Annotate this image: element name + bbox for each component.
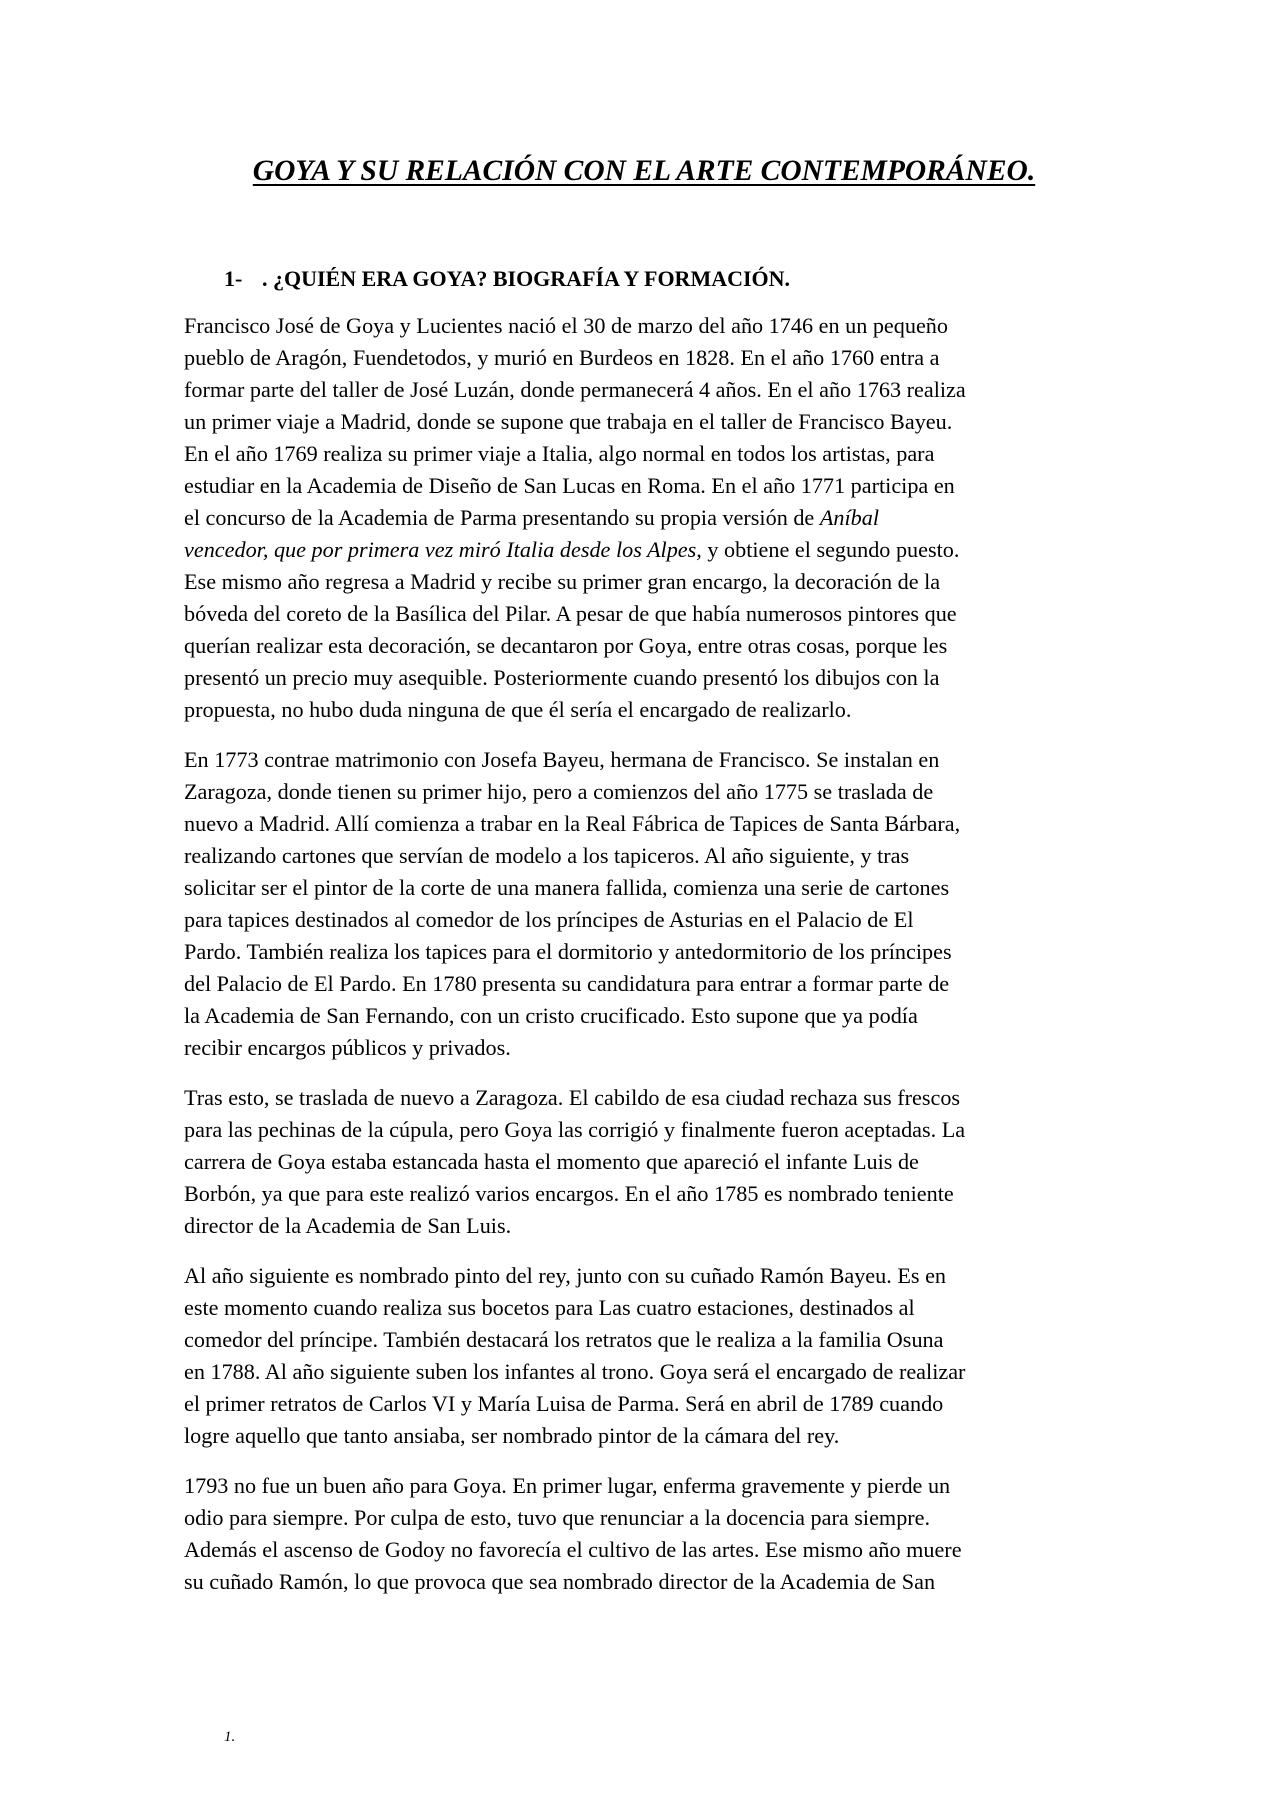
paragraph-4 [184, 1260, 1104, 1452]
text-line: nuevo a Madrid. Allí comienza a trabar en la Real Fábrica de Tapices de Santa Bárbara, [184, 811, 961, 836]
text-line: Borbón, ya que para este realizó varios encargos. En el año 1785 es nombrado teniente [184, 1181, 954, 1206]
text-line: Zaragoza, donde tienen su primer hijo, pero a comienzos del año 1775 se traslada de [184, 779, 934, 804]
text-line [184, 534, 1104, 566]
text-line: Ese mismo año regresa a Madrid y recibe su primer gran encargo, la decoración de la [184, 569, 941, 594]
text-line: logre aquello que tanto ansiaba, ser nombrado pintor de la cámara del rey. [184, 1423, 840, 1448]
text-line: bóveda del coreto de la Basílica del Pilar. A pesar de que había numerosos pintores que [184, 601, 957, 626]
document-title: GOYA Y SU RELACIÓN CON EL ARTE CONTEMPORÁNEO. [252, 155, 1036, 187]
text-line: querían realizar esta decoración, se decantaron por Goya, entre otras cosas, porque les [184, 633, 948, 658]
artwork-title-part-2: vencedor, que por primera vez miró Italia desde los Alpes, [184, 537, 702, 562]
text-line: comedor del príncipe. También destacará los retratos que le realiza a la familia Osuna [184, 1327, 944, 1352]
paragraph-2 [184, 744, 1104, 1064]
text-line: Tras esto, se traslada de nuevo a Zaragoza. El cabildo de esa ciudad rechaza sus frescos [184, 1085, 961, 1110]
body-text [184, 310, 1104, 1616]
text-line: En el año 1769 realiza su primer viaje a Italia, algo normal en todos los artistas, para [184, 441, 935, 466]
text-line: presentó un precio muy asequible. Posteriormente cuando presentó los dibujos con la [184, 665, 940, 690]
text-line: pueblo de Aragón, Fuendetodos, y murió en Burdeos en 1828. En el año 1760 entra a [184, 345, 940, 370]
text-line: Además el ascenso de Godoy no favorecía el cultivo de las artes. Ese mismo año muere [184, 1537, 962, 1562]
text-line: carrera de Goya estaba estancada hasta el momento que apareció el infante Luis de [184, 1149, 919, 1174]
text-line: solicitar ser el pintor de la corte de una manera fallida, comienza una serie de cartones [184, 875, 950, 900]
text-line: Pardo. También realiza los tapices para el dormitorio y antedormitorio de los príncipes [184, 939, 952, 964]
page-number: 1. [224, 1729, 236, 1745]
section-heading-text: . ¿QUIÉN ERA GOYA? BIOGRAFÍA Y FORMACIÓN. [262, 266, 791, 291]
text-line: estudiar en la Academia de Diseño de San Lucas en Roma. En el año 1771 participa en [184, 473, 955, 498]
text-line: odio para siempre. Por culpa de esto, tuvo que renunciar a la docencia para siempre. [184, 1505, 931, 1530]
text-line: para las pechinas de la cúpula, pero Goya las corrigió y finalmente fueron aceptadas. La [184, 1117, 966, 1142]
text-line: recibir encargos públicos y privados. [184, 1035, 511, 1060]
text-line: en 1788. Al año siguiente suben los infantes al trono. Goya será el encargado de realizar [184, 1359, 966, 1384]
text-line: 1793 no fue un buen año para Goya. En primer lugar, enferma gravemente y pierde un [184, 1473, 951, 1498]
artwork-title-part-1: Aníbal [819, 505, 879, 530]
text-line: para tapices destinados al comedor de los príncipes de Asturias en el Palacio de El [184, 907, 914, 932]
paragraph-3 [184, 1082, 1104, 1242]
text-line: propuesta, no hubo duda ninguna de que él sería el encargado de realizarlo. [184, 697, 852, 722]
text-line [184, 502, 1104, 534]
text-line: su cuñado Ramón, lo que provoca que sea nombrado director de la Academia de San [184, 1569, 936, 1594]
paragraph-1 [184, 310, 1104, 726]
text-run: y obtiene el segundo puesto. [701, 537, 960, 562]
text-line: del Palacio de El Pardo. En 1780 presenta su candidatura para entrar a formar parte de [184, 971, 950, 996]
text-line: Francisco José de Goya y Lucientes nació el 30 de marzo del año 1746 en un pequeño [184, 313, 948, 338]
text-line: En 1773 contrae matrimonio con Josefa Bayeu, hermana de Francisco. Se instalan en [184, 747, 940, 772]
text-line: realizando cartones que servían de modelo a los tapiceros. Al año siguiente, y tras [184, 843, 910, 868]
text-line: director de la Academia de San Luis. [184, 1213, 512, 1238]
text-run: el concurso de la Academia de Parma presentando su propia versión de [184, 505, 820, 530]
text-line: la Academia de San Fernando, con un cristo crucificado. Esto supone que ya podía [184, 1003, 918, 1028]
paragraph-5 [184, 1470, 1104, 1598]
text-line: un primer viaje a Madrid, donde se supone que trabaja en el taller de Francisco Bayeu. [184, 409, 953, 434]
section-heading [224, 263, 790, 295]
text-line: este momento cuando realiza sus bocetos para Las cuatro estaciones, destinados al [184, 1295, 915, 1320]
section-number: 1- [224, 266, 243, 291]
text-line: formar parte del taller de José Luzán, donde permanecerá 4 años. En el año 1763 realiza [184, 377, 966, 402]
text-line: Al año siguiente es nombrado pinto del rey, junto con su cuñado Ramón Bayeu. Es en [184, 1263, 947, 1288]
text-line: el primer retratos de Carlos VI y María Luisa de Parma. Será en abril de 1789 cuando [184, 1391, 944, 1416]
